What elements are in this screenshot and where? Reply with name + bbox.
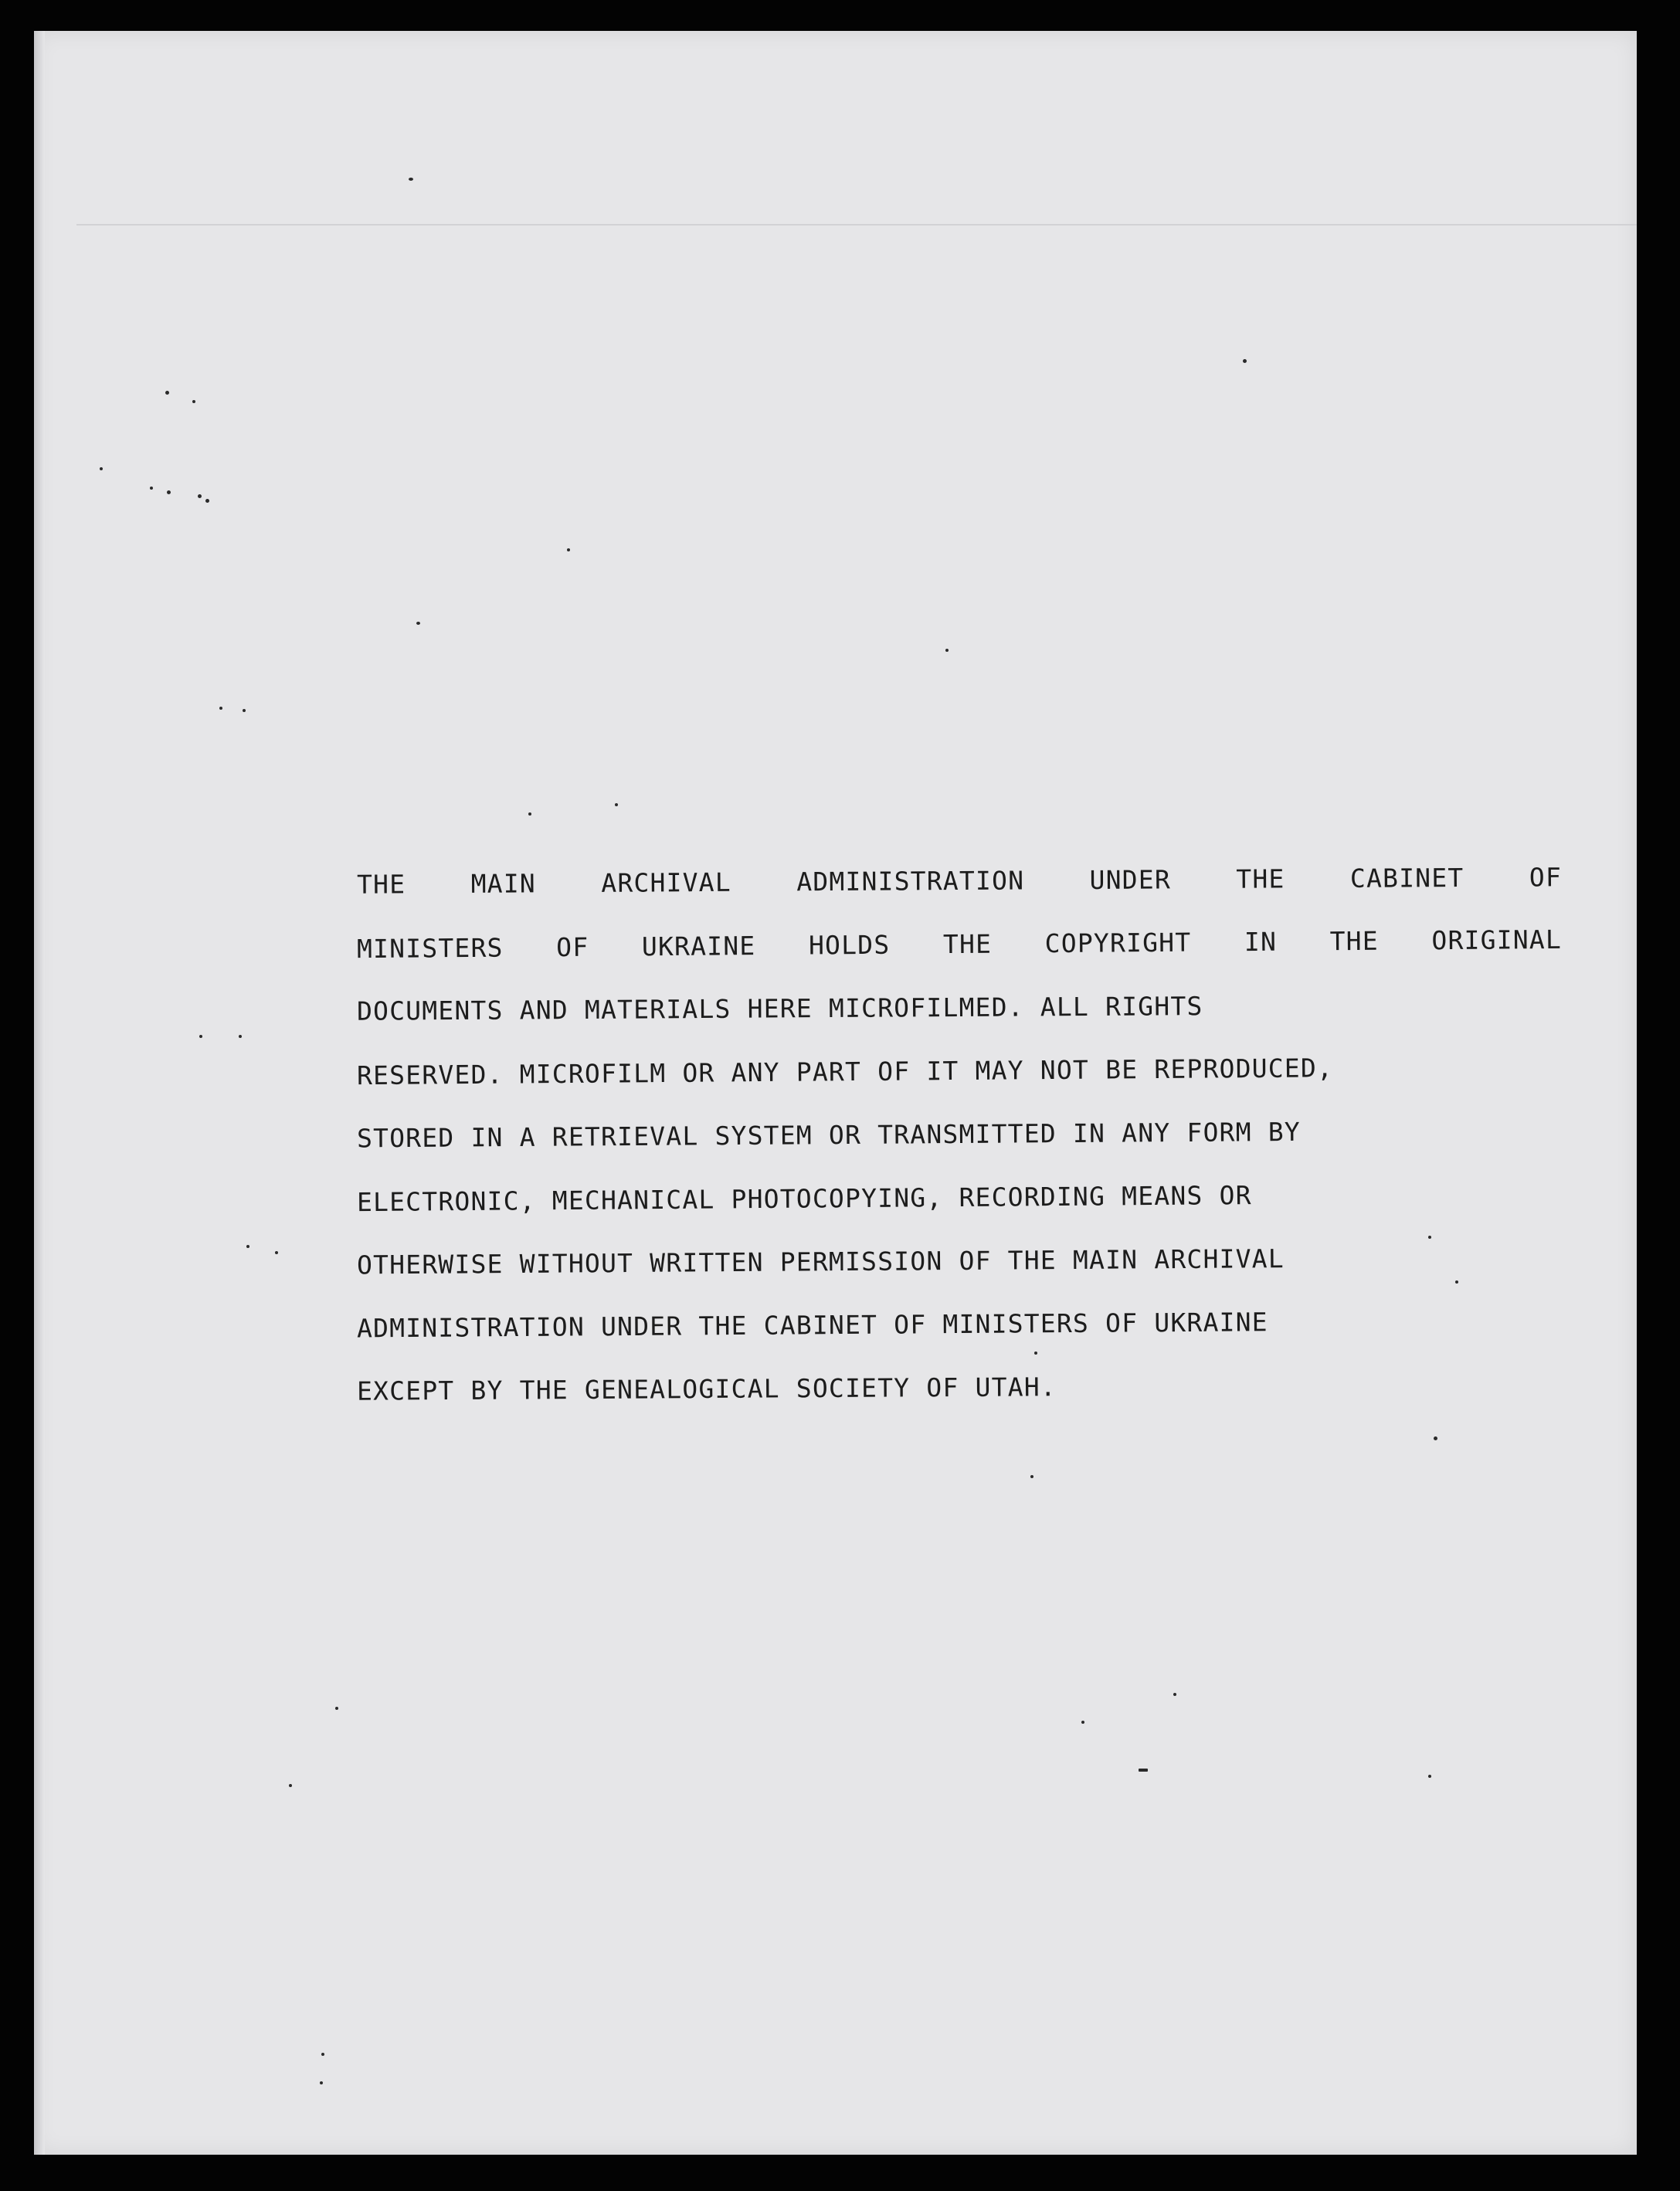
scan-speck bbox=[528, 812, 531, 816]
scan-speck bbox=[165, 391, 169, 395]
scan-speck bbox=[335, 1707, 338, 1710]
scan-speck bbox=[246, 1245, 249, 1248]
paper-fold-line bbox=[76, 224, 1637, 226]
scan-speck bbox=[320, 2081, 323, 2084]
notice-line: EXCEPT BY THE GENEALOGICAL SOCIETY OF UTAH. bbox=[356, 1372, 1057, 1406]
scan-speck bbox=[192, 400, 195, 403]
scan-speck bbox=[219, 707, 222, 710]
scan-speck bbox=[1173, 1693, 1176, 1696]
scan-speck bbox=[205, 499, 209, 503]
scan-speck bbox=[1139, 1769, 1148, 1772]
scan-speck bbox=[239, 1035, 242, 1038]
scan-speck bbox=[289, 1784, 292, 1787]
page-edge-shadow bbox=[34, 31, 45, 2155]
scan-speck bbox=[243, 709, 246, 712]
scan-speck bbox=[1428, 1775, 1431, 1778]
scan-speck bbox=[945, 649, 949, 652]
document-page bbox=[34, 31, 1637, 2155]
scan-speck bbox=[1434, 1436, 1437, 1440]
scan-speck bbox=[167, 490, 171, 494]
notice-line: STORED IN A RETRIEVAL SYSTEM OR TRANSMITTED IN ANY FORM BY bbox=[356, 1116, 1302, 1154]
notice-line: OTHERWISE WITHOUT WRITTEN PERMISSION OF THE MAIN ARCHIVAL bbox=[356, 1243, 1285, 1280]
scan-speck bbox=[1030, 1475, 1033, 1478]
notice-line: DOCUMENTS AND MATERIALS HERE MICROFILMED. ALL RIGHTS bbox=[356, 991, 1203, 1026]
scan-speck bbox=[275, 1251, 278, 1254]
notice-line: THE MAIN ARCHIVAL ADMINISTRATION UNDER THE CABINET OF bbox=[356, 862, 1563, 900]
scan-speck bbox=[615, 803, 618, 806]
scan-speck bbox=[100, 467, 103, 470]
notice-line: RESERVED. MICROFILM OR ANY PART OF IT MAY NOT BE REPRODUCED, bbox=[356, 1053, 1334, 1091]
scan-speck bbox=[321, 2053, 324, 2056]
scan-speck bbox=[416, 622, 420, 625]
notice-line: MINISTERS OF UKRAINE HOLDS THE COPYRIGHT IN THE ORIGINAL bbox=[356, 924, 1563, 965]
scan-speck bbox=[567, 548, 570, 551]
scan-speck bbox=[1081, 1721, 1084, 1724]
scan-speck bbox=[198, 494, 202, 498]
notice-line: ELECTRONIC, MECHANICAL PHOTOCOPYING, RECORDING MEANS OR bbox=[356, 1180, 1252, 1218]
scan-speck bbox=[199, 1035, 202, 1038]
scan-speck bbox=[1243, 359, 1247, 363]
copyright-notice bbox=[357, 850, 1562, 1419]
scan-speck bbox=[150, 487, 153, 490]
notice-line: ADMINISTRATION UNDER THE CABINET OF MINISTERS OF UKRAINE bbox=[356, 1307, 1268, 1344]
scan-speck bbox=[409, 178, 413, 181]
